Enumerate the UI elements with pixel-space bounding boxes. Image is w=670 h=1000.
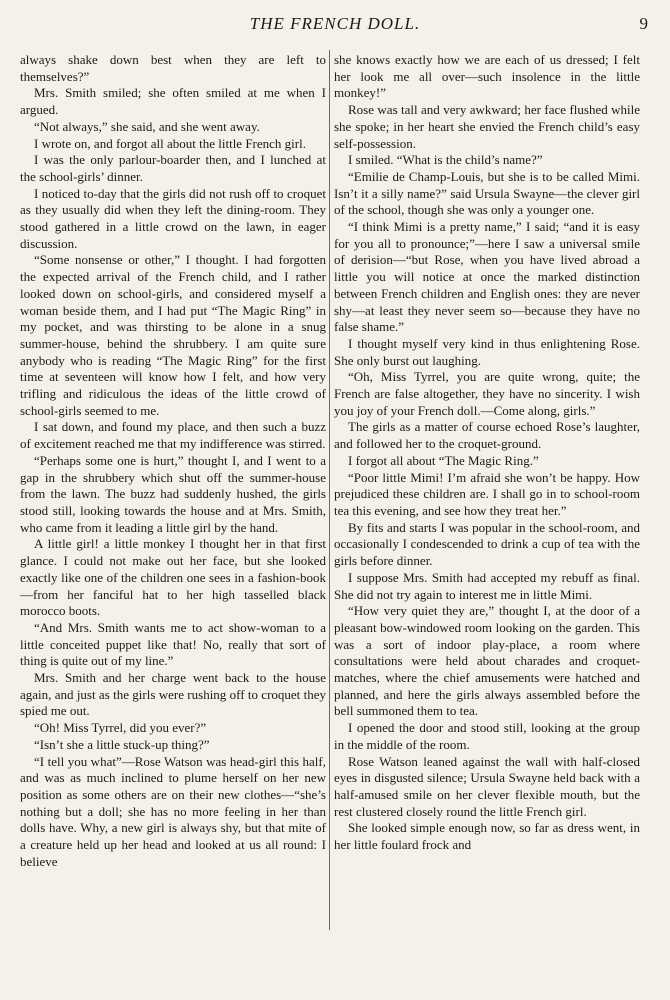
paragraph: she knows exactly how we are each of us dressed; I felt her look me all over—such insolence in the little monkey!” xyxy=(334,52,640,101)
paragraph: I wrote on, and forgot all about the little French girl. xyxy=(34,135,306,151)
paragraph: Mrs. Smith smiled; she often smiled at me when I argued. xyxy=(20,85,326,118)
column-divider xyxy=(329,50,330,930)
paragraph: “Emilie de Champ-Louis, but she is to be called Mimi. Isn’t it a silly name?” said Ursula Swayne—the clever girl of the school, though she was only a younger one. xyxy=(334,168,640,218)
paragraph: “Poor little Mimi! I’m afraid she won’t be happy. How prejudiced these children are. I shall go in to school-room tea this evening, and see how they treat her.” xyxy=(334,469,640,518)
paragraph: A little girl! a little monkey I thought her in that first glance. I could not make out her face, but she looked exactly like one of the children one sees in a fashion-book—from her fanciful hat to her high tasselled black morocco boots. xyxy=(20,536,326,619)
paragraph: She looked simple enough now, so far as dress went, in her little foulard frock and xyxy=(334,820,640,853)
paragraph: I thought myself very kind in thus enlightening Rose. She only burst out laughing. xyxy=(334,335,640,368)
paragraph: “And Mrs. Smith wants me to act show-woman to a little conceited puppet like that! No, really that sort of thing is quite out of my line.” xyxy=(20,619,326,669)
paragraph: I was the only parlour-boarder then, and I lunched at the school-girls’ dinner. xyxy=(20,152,326,184)
paragraph: I suppose Mrs. Smith had accepted my rebuff as final. She did not try again to interest me in little Mimi. xyxy=(334,569,640,602)
paragraph: “I think Mimi is a pretty name,” I said; “and it is easy for you all to pronounce;”—here I saw a universal smile of derision—“but Rose, when you have lived abroad a little you will notice at once the marked distinction between French children and English ones: they are never shy—at least they never seem so—because they have no false shame.” xyxy=(334,219,640,335)
paragraph: Mrs. Smith and her charge went back to the house again, and just as the girls were rushing off to croquet they spied me out. xyxy=(20,670,326,719)
paragraph: Rose Watson leaned against the wall with half-closed eyes in disgusted silence; Ursula Swayne held back with a half-amused smile on her clever flexible mouth, but the rest clustered closely round the little French girl. xyxy=(334,753,640,819)
paragraph: “I tell you what”—Rose Watson was head-girl this half, and was as much inclined to plume herself on her new position as some others are on their new clothes—“she’s nothing but a doll; she has no more feeling in her than dolls have. Why, a new girl is always shy, but that mite of a creature held up her head and looked at us all round: I believe xyxy=(20,753,326,869)
paragraph: I opened the door and stood still, looking at the group in the middle of the room. xyxy=(334,720,640,752)
paragraph: I forgot all about “The Magic Ring.” xyxy=(348,452,539,468)
paragraph: “Oh! Miss Tyrrel, did you ever?” xyxy=(34,720,207,736)
paragraph: “Some nonsense or other,” I thought. I had forgotten the expected arrival of the French child, and I rather looked down on school-girls, and considered myself a woman beside them, and I had put “The Magic Ring” in my pocket, and was thirsting to be alone in a snug summer-house, behind the shrubbery. I am quite sure anybody who is reading “The Magic Ring” for the first time at seventeen will know how I felt, and how very trifling and ridiculous the ideas of the little crowd of school-girls seemed to me. xyxy=(20,252,326,418)
paragraph: “Perhaps some one is hurt,” thought I, and I went to a gap in the shrubbery which shut off the summer-house from the lawn. The buzz had suddenly hushed, the girls stood still, looking towards the house and at Mrs. Smith, who came from it leading a little girl by the hand. xyxy=(20,452,326,535)
paragraph: “Oh, Miss Tyrrel, you are quite wrong, quite; the French are false altogether, they have no sincerity. I wish you joy of your French doll.—Come along, girls.” xyxy=(334,369,640,418)
paragraph: “Not always,” she said, and she went away. xyxy=(34,118,260,134)
paragraph: “How very quiet they are,” thought I, at the door of a pleasant bow-windowed room looking on the garden. This was a sort of indoor play-place, a room where consultations were held about charades and croquet-matches, where the chief amusements were hatched and planned, and here the girls always assembled before the bell summoned them to tea. xyxy=(334,603,640,719)
paragraph: always shake down best when they are left to themselves?” xyxy=(20,52,326,84)
left-column xyxy=(20,52,326,870)
paragraph: I smiled. “What is the child’s name?” xyxy=(348,152,543,168)
paragraph: “Isn’t she a little stuck-up thing?” xyxy=(34,736,210,752)
paragraph: I sat down, and found my place, and then such a buzz of excitement reached me that my indifference was stirred. xyxy=(20,419,326,452)
paragraph: Rose was tall and very awkward; her face flushed while she spoke; in her heart she envied the French child’s easy self-possession. xyxy=(334,102,640,151)
page-number: 9 xyxy=(639,14,648,33)
paragraph: I noticed to-day that the girls did not rush off to croquet as they usually did when they left the dining-room. They stood gathered in a little crowd on the lawn, in eager discussion. xyxy=(20,185,326,251)
paragraph: The girls as a matter of course echoed Rose’s laughter, and followed her to the croquet-ground. xyxy=(334,419,640,452)
paragraph: By fits and starts I was popular in the school-room, and occasionally I condescended to drink a cup of tea with the girls before dinner. xyxy=(334,519,640,569)
right-column xyxy=(334,52,640,854)
page-header xyxy=(0,8,670,38)
running-title: THE FRENCH DOLL. xyxy=(249,14,421,33)
